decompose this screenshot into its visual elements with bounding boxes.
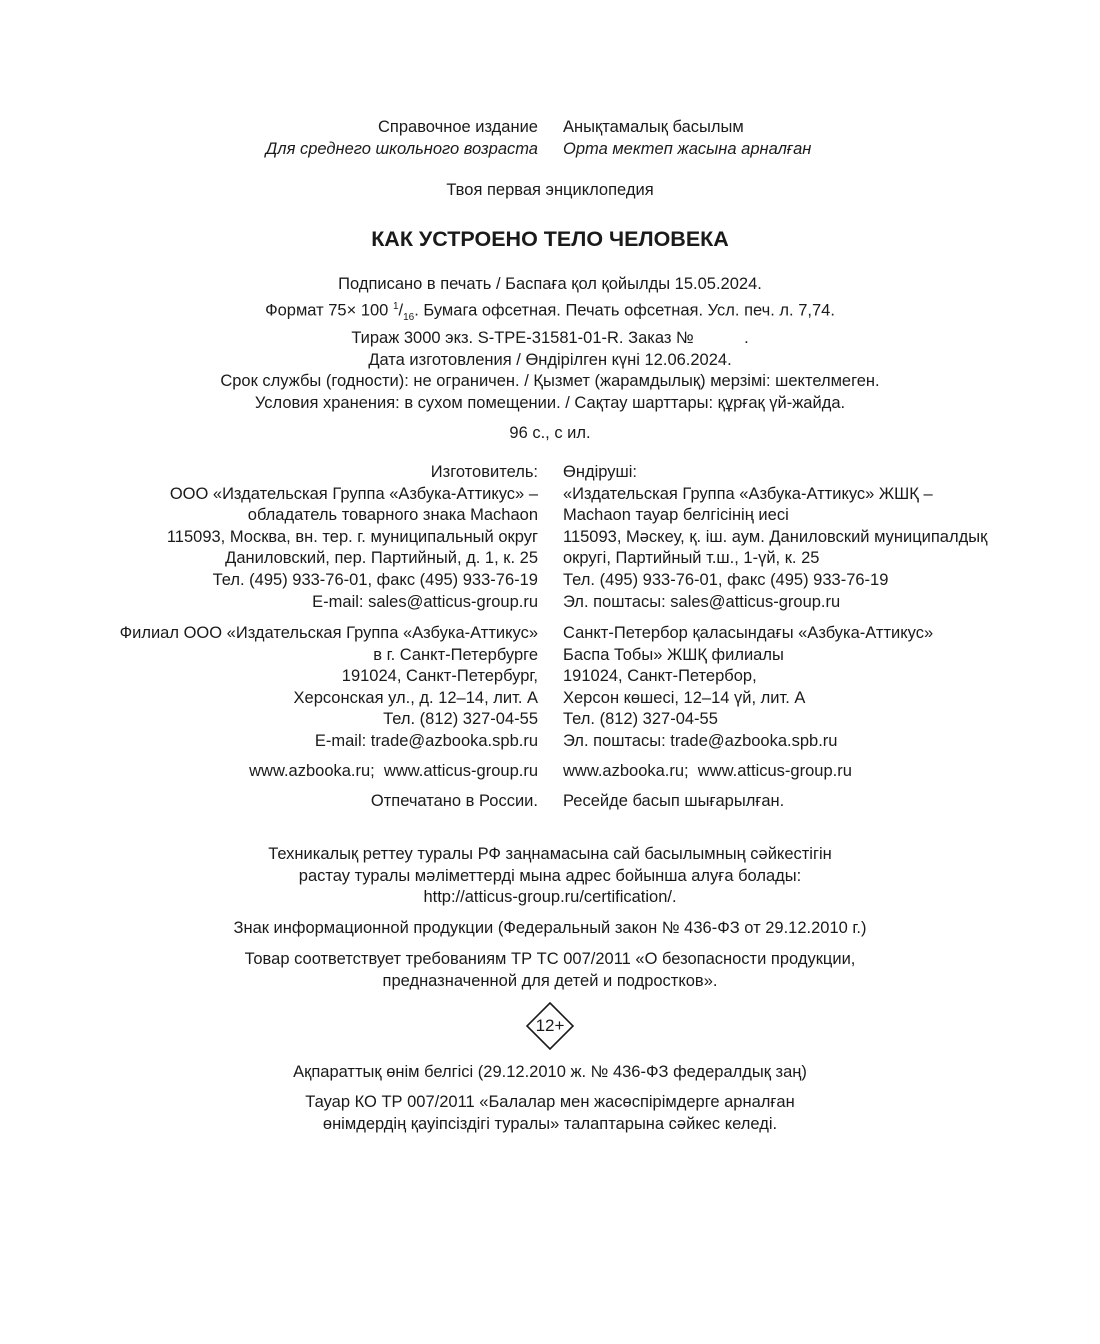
manufacturer-kz-line: Machaon тауар белгісінің иесі xyxy=(563,506,789,525)
storage-conditions: Условия хранения: в сухом помещении. / Сақтау шарттары: құрғақ үй-жайда. xyxy=(254,393,846,412)
tr-ru-line: предназначенной для детей и подростков». xyxy=(382,971,718,990)
branch-kz-line: Херсон көшесі, 12–14 үй, лит. А xyxy=(563,688,806,707)
branch-ru-line: 191024, Санкт-Петербург, xyxy=(341,667,538,686)
tr-kz-line: өнімдердің қауіпсіздігі туралы» талаптарына сәйкес келеді. xyxy=(322,1114,778,1133)
manufacturer-ru-line: Изготовитель: xyxy=(430,463,538,481)
manufacturer-kz xyxy=(563,462,987,613)
branch-kz xyxy=(563,623,933,753)
manufacturer-ru-line: Даниловский, пер. Партийный, д. 1, к. 25 xyxy=(225,549,538,568)
manufacturer-kz-line: «Издательская Группа «Азбука-Аттикус» ЖШҚ – xyxy=(563,484,933,503)
page-count: 96 с., с ил. xyxy=(509,424,591,442)
manufacturer-kz-line: Эл. поштасы: sales@atticus-group.ru xyxy=(563,592,841,611)
manufacturer-kz-line: Өндіруші: xyxy=(563,463,637,481)
branch-kz-line: Санкт-Петербор қаласындағы «Азбука-Аттикус» xyxy=(563,624,934,642)
printed-in-ru: Отпечатано в России. xyxy=(370,792,538,810)
age-rating-label: 12+ xyxy=(535,1016,565,1035)
branch-ru-line: E-mail: trade@azbooka.spb.ru xyxy=(314,731,538,750)
info-sign-kz: Ақпараттық өнім белгісі (29.12.2010 ж. № 436-ФЗ федералдық заң) xyxy=(293,1063,807,1081)
manufacturer-ru xyxy=(167,462,538,613)
header-ru xyxy=(266,117,538,160)
info-sign-ru: Знак информационной продукции (Федеральный закон № 436-ФЗ от 29.12.2010 г.) xyxy=(233,919,867,937)
series-name: Твоя первая энциклопедия xyxy=(446,181,654,199)
format-suffix: . Бумага офсетная. Печать офсетная. Усл. печ. л. 7,74. xyxy=(414,301,835,320)
manufacturer-ru-line: ООО «Издательская Группа «Азбука-Аттикус» – xyxy=(169,484,538,503)
signed-to-print: Подписано в печать / Баспаға қол қойылды 15.05.2024. xyxy=(338,275,762,293)
manufacturer-kz-line: Тел. (495) 933-76-01, факс (495) 933-76-19 xyxy=(563,570,889,589)
websites-ru: www.azbooka.ru; www.atticus-group.ru xyxy=(249,762,538,780)
branch-ru-line: в г. Санкт-Петербурге xyxy=(373,645,538,664)
publication-type-kz: Анықтамалық басылым xyxy=(563,118,744,136)
manufacturer-ru-line: E-mail: sales@atticus-group.ru xyxy=(312,592,538,611)
tr-compliance-ru xyxy=(0,949,1100,992)
manufacturer-kz-line: 115093, Мәскеу, қ. іш. аум. Даниловский муниципалдық xyxy=(563,527,988,546)
branch-ru-line: Тел. (812) 327-04-55 xyxy=(383,710,538,729)
age-group-kz: Орта мектеп жасына арналған xyxy=(563,139,812,158)
certification-line: Техникалық реттеу туралы РФ заңнамасына сай басылымның сәйкестігін xyxy=(268,845,832,863)
imprint-block xyxy=(0,274,1100,414)
manufacturer-kz-line: округі, Партийный т.ш., 1-үй, к. 25 xyxy=(563,549,820,568)
age-group-ru: Для среднего школьного возраста xyxy=(265,139,538,158)
branch-kz-line: 191024, Санкт-Петербор, xyxy=(563,667,757,686)
manufacture-date: Дата изготовления / Өндірілген күні 12.06.2024. xyxy=(368,350,732,369)
tr-kz-line: Тауар КО ТР 007/2011 «Балалар мен жасөспірімдерге арналған xyxy=(305,1093,795,1111)
printed-in-kz: Ресейде басып шығарылған. xyxy=(563,792,785,810)
format-prefix: Формат 75× 100 xyxy=(265,301,393,320)
manufacturer-ru-line: обладатель товарного знака Machaon xyxy=(247,506,538,525)
manufacturer-ru-line: 115093, Москва, вн. тер. г. муниципальный округ xyxy=(166,527,538,546)
branch-ru-line: Херсонская ул., д. 12–14, лит. А xyxy=(293,688,538,707)
manufacturer-ru-line: Тел. (495) 933-76-01, факс (495) 933-76-19 xyxy=(212,570,538,589)
branch-ru-line: Филиал ООО «Издательская Группа «Азбука-Аттикус» xyxy=(119,624,538,642)
branch-ru xyxy=(120,623,538,753)
branch-kz-line: Баспа Тобы» ЖШҚ филиалы xyxy=(563,645,784,664)
tr-ru-line: Товар соответствует требованиям ТР ТС 007/2011 «О безопасности продукции, xyxy=(244,950,856,968)
format-fraction-denominator: 16 xyxy=(403,311,415,323)
branch-kz-line: Эл. поштасы: trade@azbooka.spb.ru xyxy=(563,731,838,750)
websites-kz: www.azbooka.ru; www.atticus-group.ru xyxy=(563,762,852,780)
format-line: Формат 75× 100 $^1/_{16}$. Бумага офсетная. Печать офсетная. Усл. печ. л. 7,74. xyxy=(265,300,835,323)
tr-compliance-kz xyxy=(0,1092,1100,1135)
print-run: Тираж 3000 экз. S-TPE-31581-01-R. Заказ № . xyxy=(351,328,749,347)
branch-kz-line: Тел. (812) 327-04-55 xyxy=(563,710,718,729)
age-rating-badge xyxy=(526,1002,574,1050)
header-kz xyxy=(563,117,811,160)
certification-line: растау туралы мәліметтерді мына адрес бойынша алуға болады: xyxy=(298,866,802,885)
format-fraction-numerator: 1 xyxy=(392,300,399,312)
publication-type-ru: Справочное издание xyxy=(378,118,538,136)
certification-url: http://atticus-group.ru/certification/. xyxy=(423,888,677,907)
certification-note xyxy=(0,844,1100,909)
shelf-life: Срок службы (годности): не ограничен. / Қызмет (жарамдылық) мерзімі: шектелмеген. xyxy=(220,372,880,391)
book-title: КАК УСТРОЕНО ТЕЛО ЧЕЛОВЕКА xyxy=(371,227,729,251)
